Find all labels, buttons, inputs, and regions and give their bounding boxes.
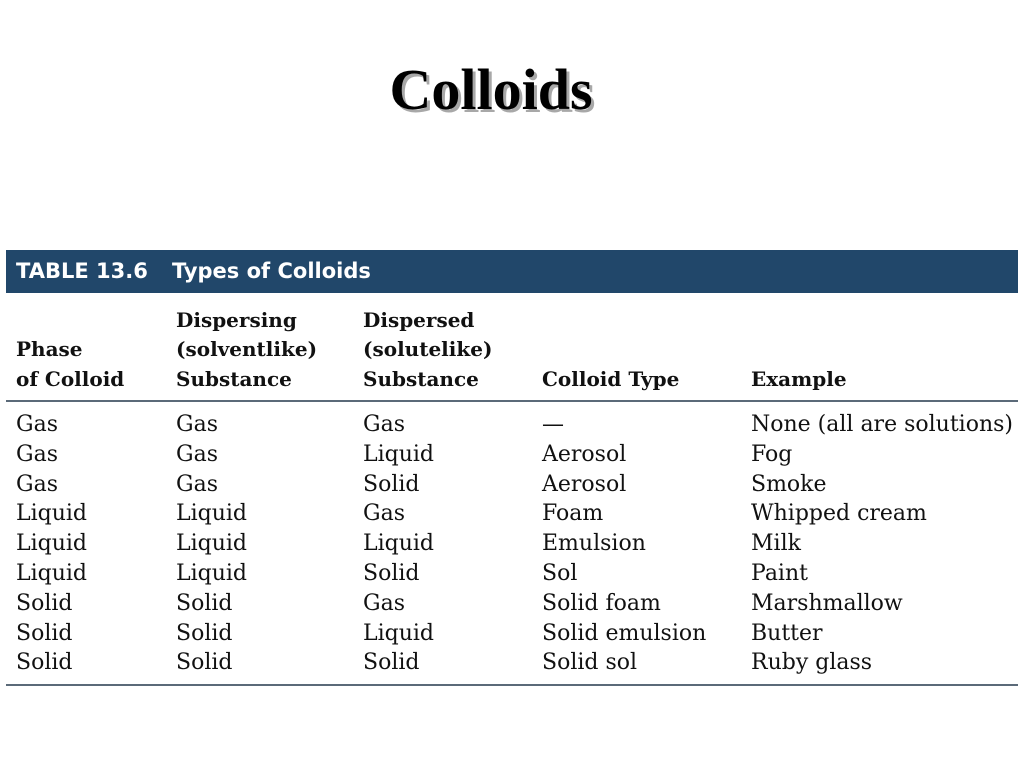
table-row [6,589,1018,619]
cell-example: Marshmallow [751,590,903,616]
table-header-row [6,293,1018,402]
cell-phase: Gas [16,412,58,437]
cell-colloid-type: Solid sol [542,650,638,676]
cell-colloid-type: Foam [542,501,604,527]
cell-example: Butter [751,620,823,646]
cell-dispersing: Liquid [176,501,248,527]
header-line: Substance [176,366,292,391]
table-title: Types of Colloids [172,259,371,283]
cell-example: Whipped cream [751,501,927,527]
table-row [6,499,1018,529]
cell-dispersing: Gas [176,412,218,437]
cell-dispersed: Liquid [363,531,435,557]
cell-dispersing: Liquid [176,560,248,586]
header-line: of Colloid [16,366,125,391]
colloids-table [6,250,1018,686]
table-row [6,410,1018,440]
cell-phase: Liquid [16,501,88,527]
table-row [6,440,1018,470]
cell-dispersed: Liquid [363,620,435,646]
cell-colloid-type: Aerosol [542,441,627,467]
table-body [6,402,1018,686]
cell-dispersing: Liquid [176,531,248,557]
header-line: (solventlike) [176,337,318,361]
cell-example: Milk [751,531,801,557]
header-phase-of-colloid [16,335,124,394]
table-row [6,619,1018,649]
cell-example: Paint [751,560,808,586]
cell-dispersing: Solid [176,650,233,676]
header-line: Dispersed [363,307,475,332]
cell-dispersing: Gas [176,441,218,467]
header-line: Substance [363,366,479,391]
cell-colloid-type: Solid emulsion [542,620,707,646]
cell-colloid-type: Emulsion [542,531,646,557]
cell-example: Ruby glass [751,650,873,676]
header-dispersed-substance [363,306,492,395]
cell-dispersing: Solid [176,590,233,616]
cell-dispersed: Solid [363,650,420,676]
header-dispersing-substance [176,306,317,395]
cell-dispersed: Gas [363,412,405,437]
cell-dispersing: Gas [176,471,218,497]
slide-title: Colloids [389,57,593,122]
cell-dispersed: Liquid [363,441,435,467]
cell-phase: Gas [16,471,58,497]
cell-dispersed: Gas [363,590,405,616]
cell-example: Fog [751,441,793,467]
cell-dispersed: Solid [363,471,420,497]
header-example [751,365,847,395]
cell-dispersed: Gas [363,501,405,527]
cell-phase: Liquid [16,560,88,586]
table-row [6,470,1018,500]
header-colloid-type [542,365,679,395]
cell-dispersing: Solid [176,620,233,646]
table-row [6,648,1018,678]
cell-colloid-type: Solid foam [542,590,661,616]
cell-phase: Solid [16,590,73,616]
cell-colloid-type: Sol [542,560,578,586]
header-line: (solutelike) [363,337,493,361]
cell-phase: Solid [16,650,73,676]
cell-phase: Liquid [16,531,88,557]
cell-phase: Gas [16,441,58,467]
cell-phase: Solid [16,620,73,646]
cell-colloid-type: Aerosol [542,471,627,497]
header-line: Example [751,366,847,391]
table-banner [6,250,1018,293]
cell-example: None (all are solutions) [751,412,1013,437]
table-number: TABLE 13.6 [16,259,148,283]
cell-example: Smoke [751,471,827,497]
header-line: Dispersing [176,307,297,332]
table-row [6,529,1018,559]
cell-dispersed: Solid [363,560,420,586]
table-row [6,559,1018,589]
header-line: Phase [16,337,83,361]
cell-colloid-type: — [542,412,564,437]
header-line: Colloid Type [542,366,680,391]
